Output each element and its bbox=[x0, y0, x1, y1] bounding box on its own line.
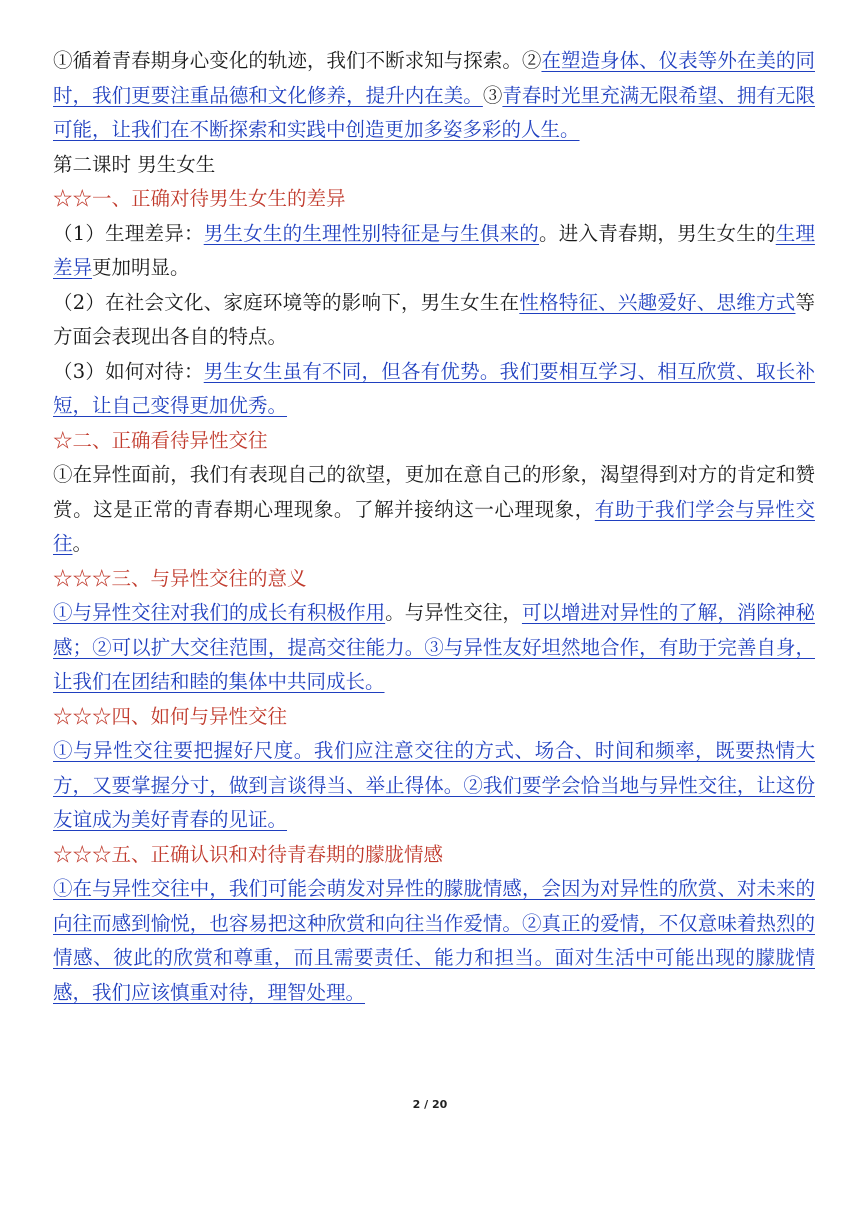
section5-underlined: ①在与异性交往中，我们可能会萌发对异性的朦胧情感，会因为对异性的欣赏、对未来的向往而感到愉悦，也容易把这种欣赏和向往当作爱情。②真正的爱情，不仅意味着热烈的情感、彼此的欣赏和尊重，而且需要责任、能力和担当。面对生活中可能出现的朦胧情感，我们应该慎重对待，理智处理。 bbox=[53, 877, 815, 1004]
intro-text-a: ①循着青春期身心变化的轨迹，我们不断求知与探索。② bbox=[53, 49, 542, 72]
item3-underlined: 男生女生虽有不同，但各有优势。我们要相互学习、相互欣赏、取长补短，让自己变得更加优秀。 bbox=[53, 359, 815, 417]
document-body bbox=[53, 44, 815, 1010]
section-heading-3: ☆☆☆三、与异性交往的意义 bbox=[53, 566, 307, 590]
item2-underlined: 性格特征、兴趣爱好、思维方式 bbox=[519, 290, 796, 314]
section-heading-5: ☆☆☆五、正确认识和对待青春期的朦胧情感 bbox=[53, 842, 444, 866]
intro-paragraph bbox=[53, 44, 815, 148]
intro-underlined-d: 青春时光里充满无限希望、拥有无限可能，让我们在不断探索和实践中创造更加多姿多彩的人生。 bbox=[53, 83, 815, 141]
intro-text-c: ③ bbox=[482, 83, 503, 107]
section3-underlined-a: ①与异性交往对我们的成长有积极作用 bbox=[53, 601, 386, 624]
section2-text-end: 。 bbox=[72, 532, 93, 555]
section3-paragraph bbox=[53, 596, 815, 700]
item3-label: （3）如何对待： bbox=[53, 359, 204, 383]
section1-item-1 bbox=[53, 217, 815, 286]
lesson-title: 第二课时 男生女生 bbox=[53, 152, 216, 176]
section2-paragraph bbox=[53, 458, 815, 562]
page-number: 2 / 20 bbox=[412, 1098, 448, 1111]
item1-underlined: 男生女生的生理性别特征是与生俱来的 bbox=[203, 221, 540, 245]
intro-underlined-b: 在塑造身体、仪表等外在美的同时，我们更要注重品德和文化修养，提升内在美。 bbox=[53, 49, 815, 107]
item1-text-2: 更加明显。 bbox=[92, 256, 190, 279]
section5-paragraph bbox=[53, 872, 815, 1010]
item1-label: （1）生理差异： bbox=[53, 221, 204, 245]
item2-text-2: 等方面会表现出各自的特点。 bbox=[53, 290, 815, 348]
section1-item-2 bbox=[53, 286, 815, 355]
section4-paragraph bbox=[53, 734, 815, 838]
section2-text: ①在异性面前，我们有表现自己的欲望，更加在意自己的形象，渴望得到对方的肯定和赞赏。这是正常的青春期心理现象。了解并接纳这一心理现象， bbox=[53, 463, 815, 521]
section3-text: 。与异性交往， bbox=[385, 601, 522, 624]
section-heading-2: ☆二、正确看待异性交往 bbox=[53, 428, 268, 452]
section-heading-4: ☆☆☆四、如何与异性交往 bbox=[53, 704, 288, 728]
section2-underlined: 有助于我们学会与异性交往 bbox=[53, 497, 815, 555]
item2-text: （2）在社会文化、家庭环境等的影响下，男生女生在 bbox=[53, 290, 520, 314]
section4-underlined: ①与异性交往要把握好尺度。我们应注意交往的方式、场合、时间和频率，既要热情大方，又要掌握分寸，做到言谈得当、举止得体。②我们要学会恰当地与异性交往，让这份友谊成为美好青春的见证。 bbox=[53, 739, 815, 831]
item1-underlined-2: 生理差异 bbox=[53, 221, 815, 279]
section3-underlined-c: 可以增进对异性的了解，消除神秘感；②可以扩大交往范围，提高交往能力。③与异性友好坦然地合作，有助于完善自身，让我们在团结和睦的集体中共同成长。 bbox=[53, 601, 815, 693]
section1-item-3 bbox=[53, 355, 815, 424]
item1-text: 。进入青春期，男生女生的 bbox=[539, 221, 776, 245]
section-heading-1: ☆☆一、正确对待男生女生的差异 bbox=[53, 187, 346, 210]
